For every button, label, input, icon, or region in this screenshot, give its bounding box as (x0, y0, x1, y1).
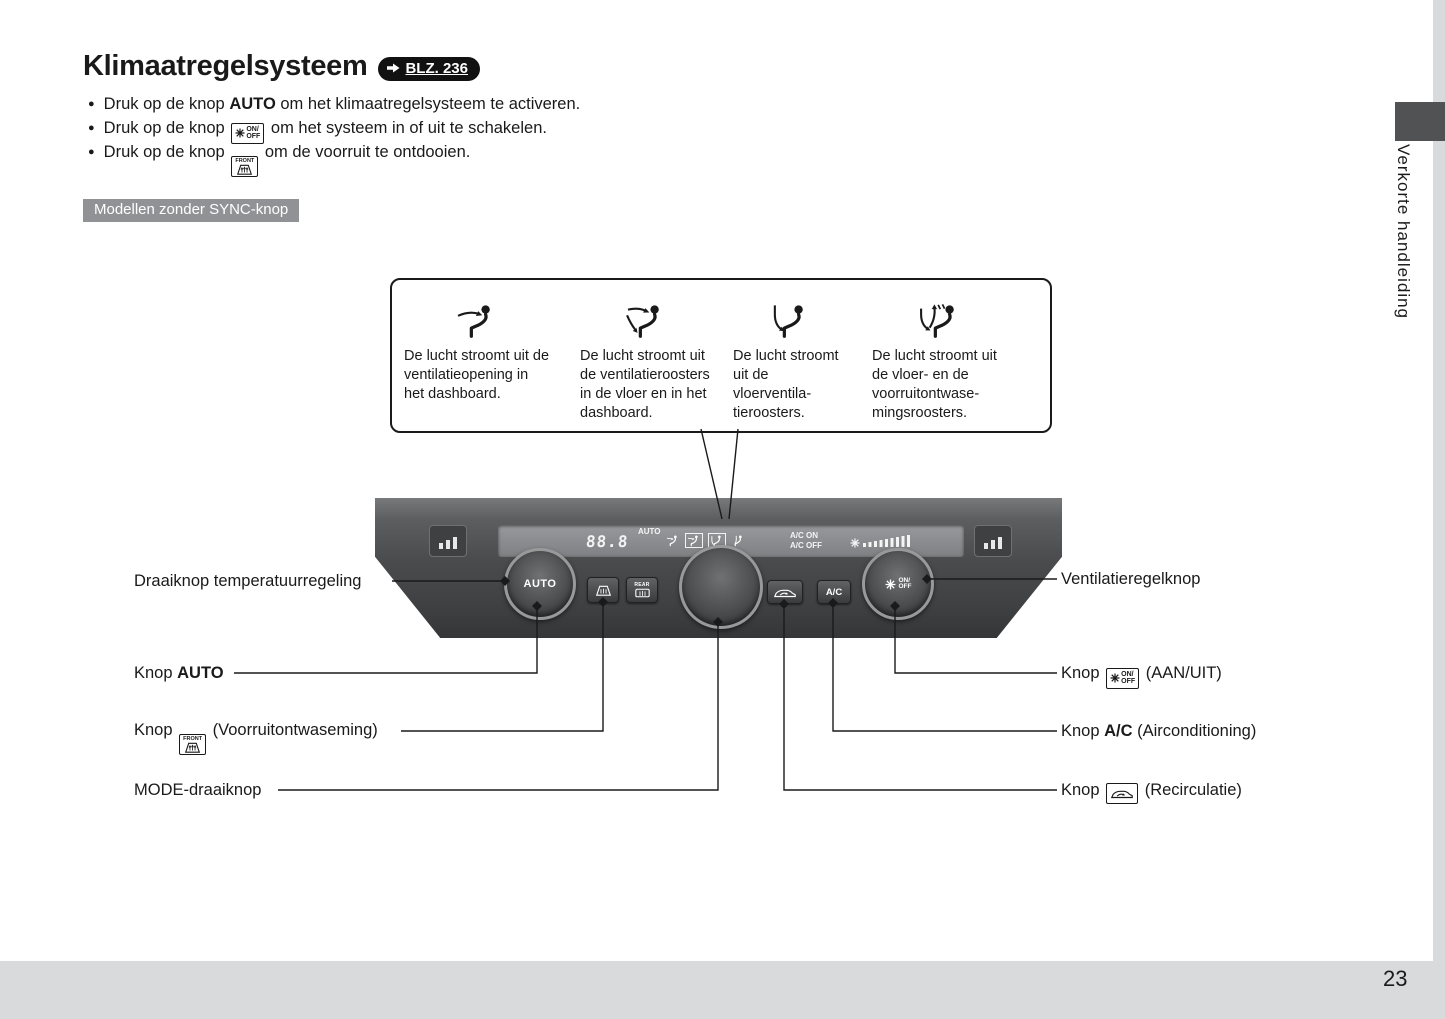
display-mode-icon (666, 534, 680, 547)
bullet-item (88, 93, 580, 117)
chapter-tab (1395, 102, 1445, 141)
recirculation-icon (773, 586, 797, 599)
airflow-text: De lucht stroomt uit de vloerventila-tieroosters. (733, 348, 839, 421)
seat-heater-display-right (974, 525, 1012, 557)
label-mode-knob: MODE-draaiknop (134, 781, 262, 799)
airflow-item (733, 298, 849, 423)
fan-on-off-button-icon (1106, 668, 1139, 689)
airflow-text: De lucht stroomt uit de ventilatieroosters in de vloer en in het dashboard. (580, 348, 710, 421)
bold-text: AUTO (229, 95, 276, 113)
footer-bar (0, 961, 1445, 1019)
bullet-text: Druk op de knop AUTO om het klimaatregelsysteem te activeren. (103, 95, 581, 113)
label-fan-knob: Ventilatieregelknop (1061, 570, 1201, 588)
bullet-icon: ● (88, 146, 95, 158)
rear-defrost-icon (634, 588, 651, 598)
chapter-vertical-label: Verkorte handleiding (1394, 144, 1413, 320)
bullet-icon: ● (88, 98, 95, 110)
bullet-text: Druk op de knop FRONT om de voorruit te ontdooien. (104, 141, 471, 177)
page-title: Klimaatregelsysteem (83, 50, 368, 82)
seat-heater-display-left (429, 525, 467, 557)
fan-knob (862, 548, 934, 620)
on-off-text: ON/ OFF (898, 576, 912, 590)
recirculation-button (767, 580, 803, 604)
intro-bullets (88, 93, 580, 165)
airflow-floor-icon (733, 298, 849, 344)
page-number: 23 (1383, 966, 1408, 991)
bullet-item (88, 141, 580, 165)
recirculation-button-icon (1106, 783, 1138, 804)
bullet-icon: ● (88, 122, 95, 134)
label-onoff-button: Knop ON/ OFF (AAN/UIT) (1061, 663, 1222, 689)
airflow-floor-windshield-icon (872, 298, 1012, 344)
on-off-text: ON/ OFF (246, 126, 261, 140)
ac-button-label: A/C (825, 586, 843, 598)
rear-defrost-button (626, 577, 658, 603)
temperature-knob (504, 548, 576, 620)
bullet-item (88, 117, 580, 141)
page-ref-text: BLZ. 236 (405, 59, 468, 77)
ac-status-indicator: A/C ON A/C OFF (790, 531, 822, 550)
airflow-floor-dashboard-icon (580, 298, 714, 344)
front-defrost-button-icon: FRONT (231, 156, 258, 177)
label-ac-button: Knop A/C (Airconditioning) (1061, 722, 1257, 740)
ac-button (817, 580, 851, 604)
airflow-text: De lucht stroomt uit de ventilatieopening in het dashboard. (404, 348, 550, 402)
bullet-text: Druk op de knop ON/ OFF om het systeem in of uit te schakelen. (104, 117, 547, 144)
active-mode-box (685, 533, 703, 548)
front-defrost-icon (184, 742, 201, 753)
fan-icon (1110, 673, 1120, 683)
airflow-callout-box (390, 278, 1052, 433)
display-mode-icon (731, 534, 745, 547)
page-ref-badge (378, 57, 480, 81)
label-temperature-knob: Draaiknop temperatuurregeling (134, 572, 362, 590)
climate-panel-illustration (375, 498, 1062, 638)
temperature-readout: 88.8 (585, 532, 630, 551)
label-auto-button: Knop AUTO (134, 664, 224, 682)
right-edge-strip (1433, 0, 1445, 1019)
arrow-icon (387, 63, 400, 73)
front-defrost-button (587, 577, 619, 603)
front-defrost-button-icon: FRONT (179, 734, 206, 755)
airflow-text: De lucht stroomt uit de vloer- en de voorruitontwase-mingsroosters. (872, 348, 997, 421)
fan-level-bars (863, 532, 915, 548)
auto-knob-label: AUTO (523, 578, 557, 590)
model-variant-tag: Modellen zonder SYNC-knop (83, 199, 299, 222)
recirculation-icon (1110, 787, 1134, 800)
mode-knob (679, 545, 763, 629)
label-front-defrost-button: Knop FRONT (Voorruitontwaseming) (134, 720, 378, 755)
fan-icon (235, 128, 245, 138)
rear-button-label: REAR (634, 582, 650, 588)
header (83, 50, 480, 83)
front-defrost-icon (236, 164, 253, 175)
auto-indicator: AUTO (638, 527, 661, 536)
airflow-item (404, 298, 551, 404)
on-off-text: ON/ OFF (1121, 671, 1136, 685)
label-recirculation-button: Knop (Recirculatie) (1061, 780, 1242, 804)
front-defrost-icon (595, 585, 612, 596)
airflow-dashboard-icon (404, 298, 551, 344)
airflow-item (872, 298, 1012, 423)
fan-speed-indicator (850, 532, 915, 548)
fan-icon (850, 538, 860, 548)
display-mode-icon (687, 534, 701, 547)
mode-indicators (666, 533, 745, 548)
fan-icon (885, 579, 896, 590)
airflow-item (580, 298, 714, 423)
